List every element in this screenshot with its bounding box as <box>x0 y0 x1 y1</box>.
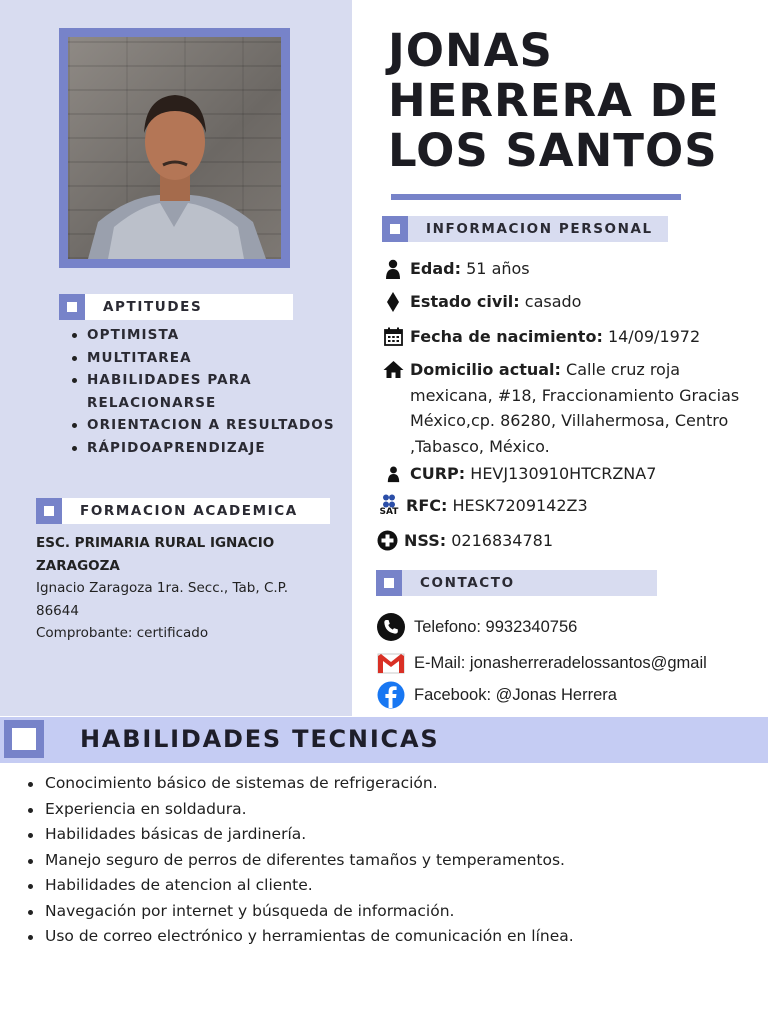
square-bullet-icon <box>59 294 85 320</box>
school-address: Ignacio Zaragoza 1ra. Secc., Tab, C.P. 86644 <box>36 580 288 619</box>
info-birthdate <box>382 324 762 350</box>
personal-info-header <box>382 216 668 242</box>
info-value: HEVJ130910HTCRZNA7 <box>470 464 657 483</box>
name-line: JONAS <box>388 24 553 77</box>
education-header <box>36 498 330 524</box>
facebook-text: Facebook: @Jonas Herrera <box>414 685 617 704</box>
medical-cross-icon <box>376 528 398 553</box>
education-title: FORMACION ACADEMICA <box>80 503 298 519</box>
list-item: RÁPIDOAPRENDIZAJE <box>70 437 340 460</box>
info-value: casado <box>524 292 582 311</box>
aptitudes-title: APTITUDES <box>103 299 203 315</box>
aptitudes-list <box>70 324 340 459</box>
list-item: Habilidades básicas de jardinería. <box>28 822 748 848</box>
contact-header <box>376 570 657 596</box>
square-bullet-icon <box>36 498 62 524</box>
info-civil-status <box>382 289 762 315</box>
info-value: HESK7209142Z3 <box>452 496 588 515</box>
calendar-icon <box>382 324 404 349</box>
personal-info-title: INFORMACION PERSONAL <box>426 221 653 237</box>
info-label: Edad: <box>410 259 462 278</box>
contact-email[interactable] <box>376 648 707 678</box>
info-value: 51 años <box>466 259 530 278</box>
contact-title: CONTACTO <box>420 575 515 591</box>
aptitudes-header <box>59 294 293 320</box>
square-bullet-icon <box>4 720 44 758</box>
email-text: E-Mail: jonasherreradelossantos@gmail <box>414 653 707 672</box>
home-icon <box>382 357 404 382</box>
name-line: HERRERA DE <box>388 74 720 127</box>
list-item: Conocimiento básico de sistemas de refrigeración. <box>28 771 748 797</box>
info-label: RFC: <box>406 496 448 515</box>
technical-skills-header <box>0 717 768 763</box>
candidate-name <box>388 26 748 176</box>
phone-icon <box>376 612 406 642</box>
list-item: Uso de correo electrónico y herramientas de comunicación en línea. <box>28 924 748 950</box>
school-proof: Comprobante: certificado <box>36 625 209 641</box>
info-label: Fecha de nacimiento: <box>410 327 603 346</box>
gmail-icon <box>376 648 406 678</box>
name-line: LOS SANTOS <box>388 124 718 177</box>
contact-phone[interactable] <box>376 612 577 642</box>
info-rfc <box>376 493 756 519</box>
info-value: 0216834781 <box>451 531 554 550</box>
list-item: Navegación por internet y búsqueda de información. <box>28 899 748 925</box>
diamond-icon <box>382 289 404 314</box>
profile-photo <box>68 37 281 259</box>
list-item: Experiencia en soldadura. <box>28 797 748 823</box>
list-item: Manejo seguro de perros de diferentes tamaños y temperamentos. <box>28 848 748 874</box>
education-block <box>36 532 326 645</box>
list-item: Habilidades de atencion al cliente. <box>28 873 748 899</box>
facebook-icon <box>376 680 406 710</box>
info-value: 14/09/1972 <box>607 327 701 346</box>
phone-text: Telefono: 9932340756 <box>414 617 578 636</box>
info-age <box>382 256 762 282</box>
technical-skills-title: HABILIDADES TECNICAS <box>80 725 440 753</box>
info-label: Estado civil: <box>410 292 520 311</box>
info-curp <box>382 461 762 487</box>
name-underline <box>391 194 681 200</box>
info-nss <box>376 528 756 554</box>
list-item: OPTIMISTA <box>70 324 340 347</box>
info-value: Calle cruz roja mexicana, #18, Fraccionamiento Gracias México,cp. 86280, Villahermosa, Centro ,Tabasco, México. <box>410 360 740 456</box>
list-item: MULTITAREA <box>70 347 340 370</box>
person-icon <box>382 256 404 281</box>
info-label: CURP: <box>410 464 466 483</box>
person-icon <box>382 461 404 486</box>
contact-facebook[interactable] <box>376 680 617 710</box>
square-bullet-icon <box>382 216 408 242</box>
list-item: ORIENTACION A RESULTADOS <box>70 414 340 437</box>
list-item: HABILIDADES PARA RELACIONARSE <box>70 369 340 414</box>
technical-skills-list <box>28 771 748 950</box>
school-name: ESC. PRIMARIA RURAL IGNACIO ZARAGOZA <box>36 535 275 574</box>
sat-logo-icon: SAT <box>376 493 402 518</box>
info-label: Domicilio actual: <box>410 360 561 379</box>
profile-photo-frame <box>59 28 290 268</box>
info-label: NSS: <box>404 531 447 550</box>
square-bullet-icon <box>376 570 402 596</box>
info-address <box>382 357 762 459</box>
